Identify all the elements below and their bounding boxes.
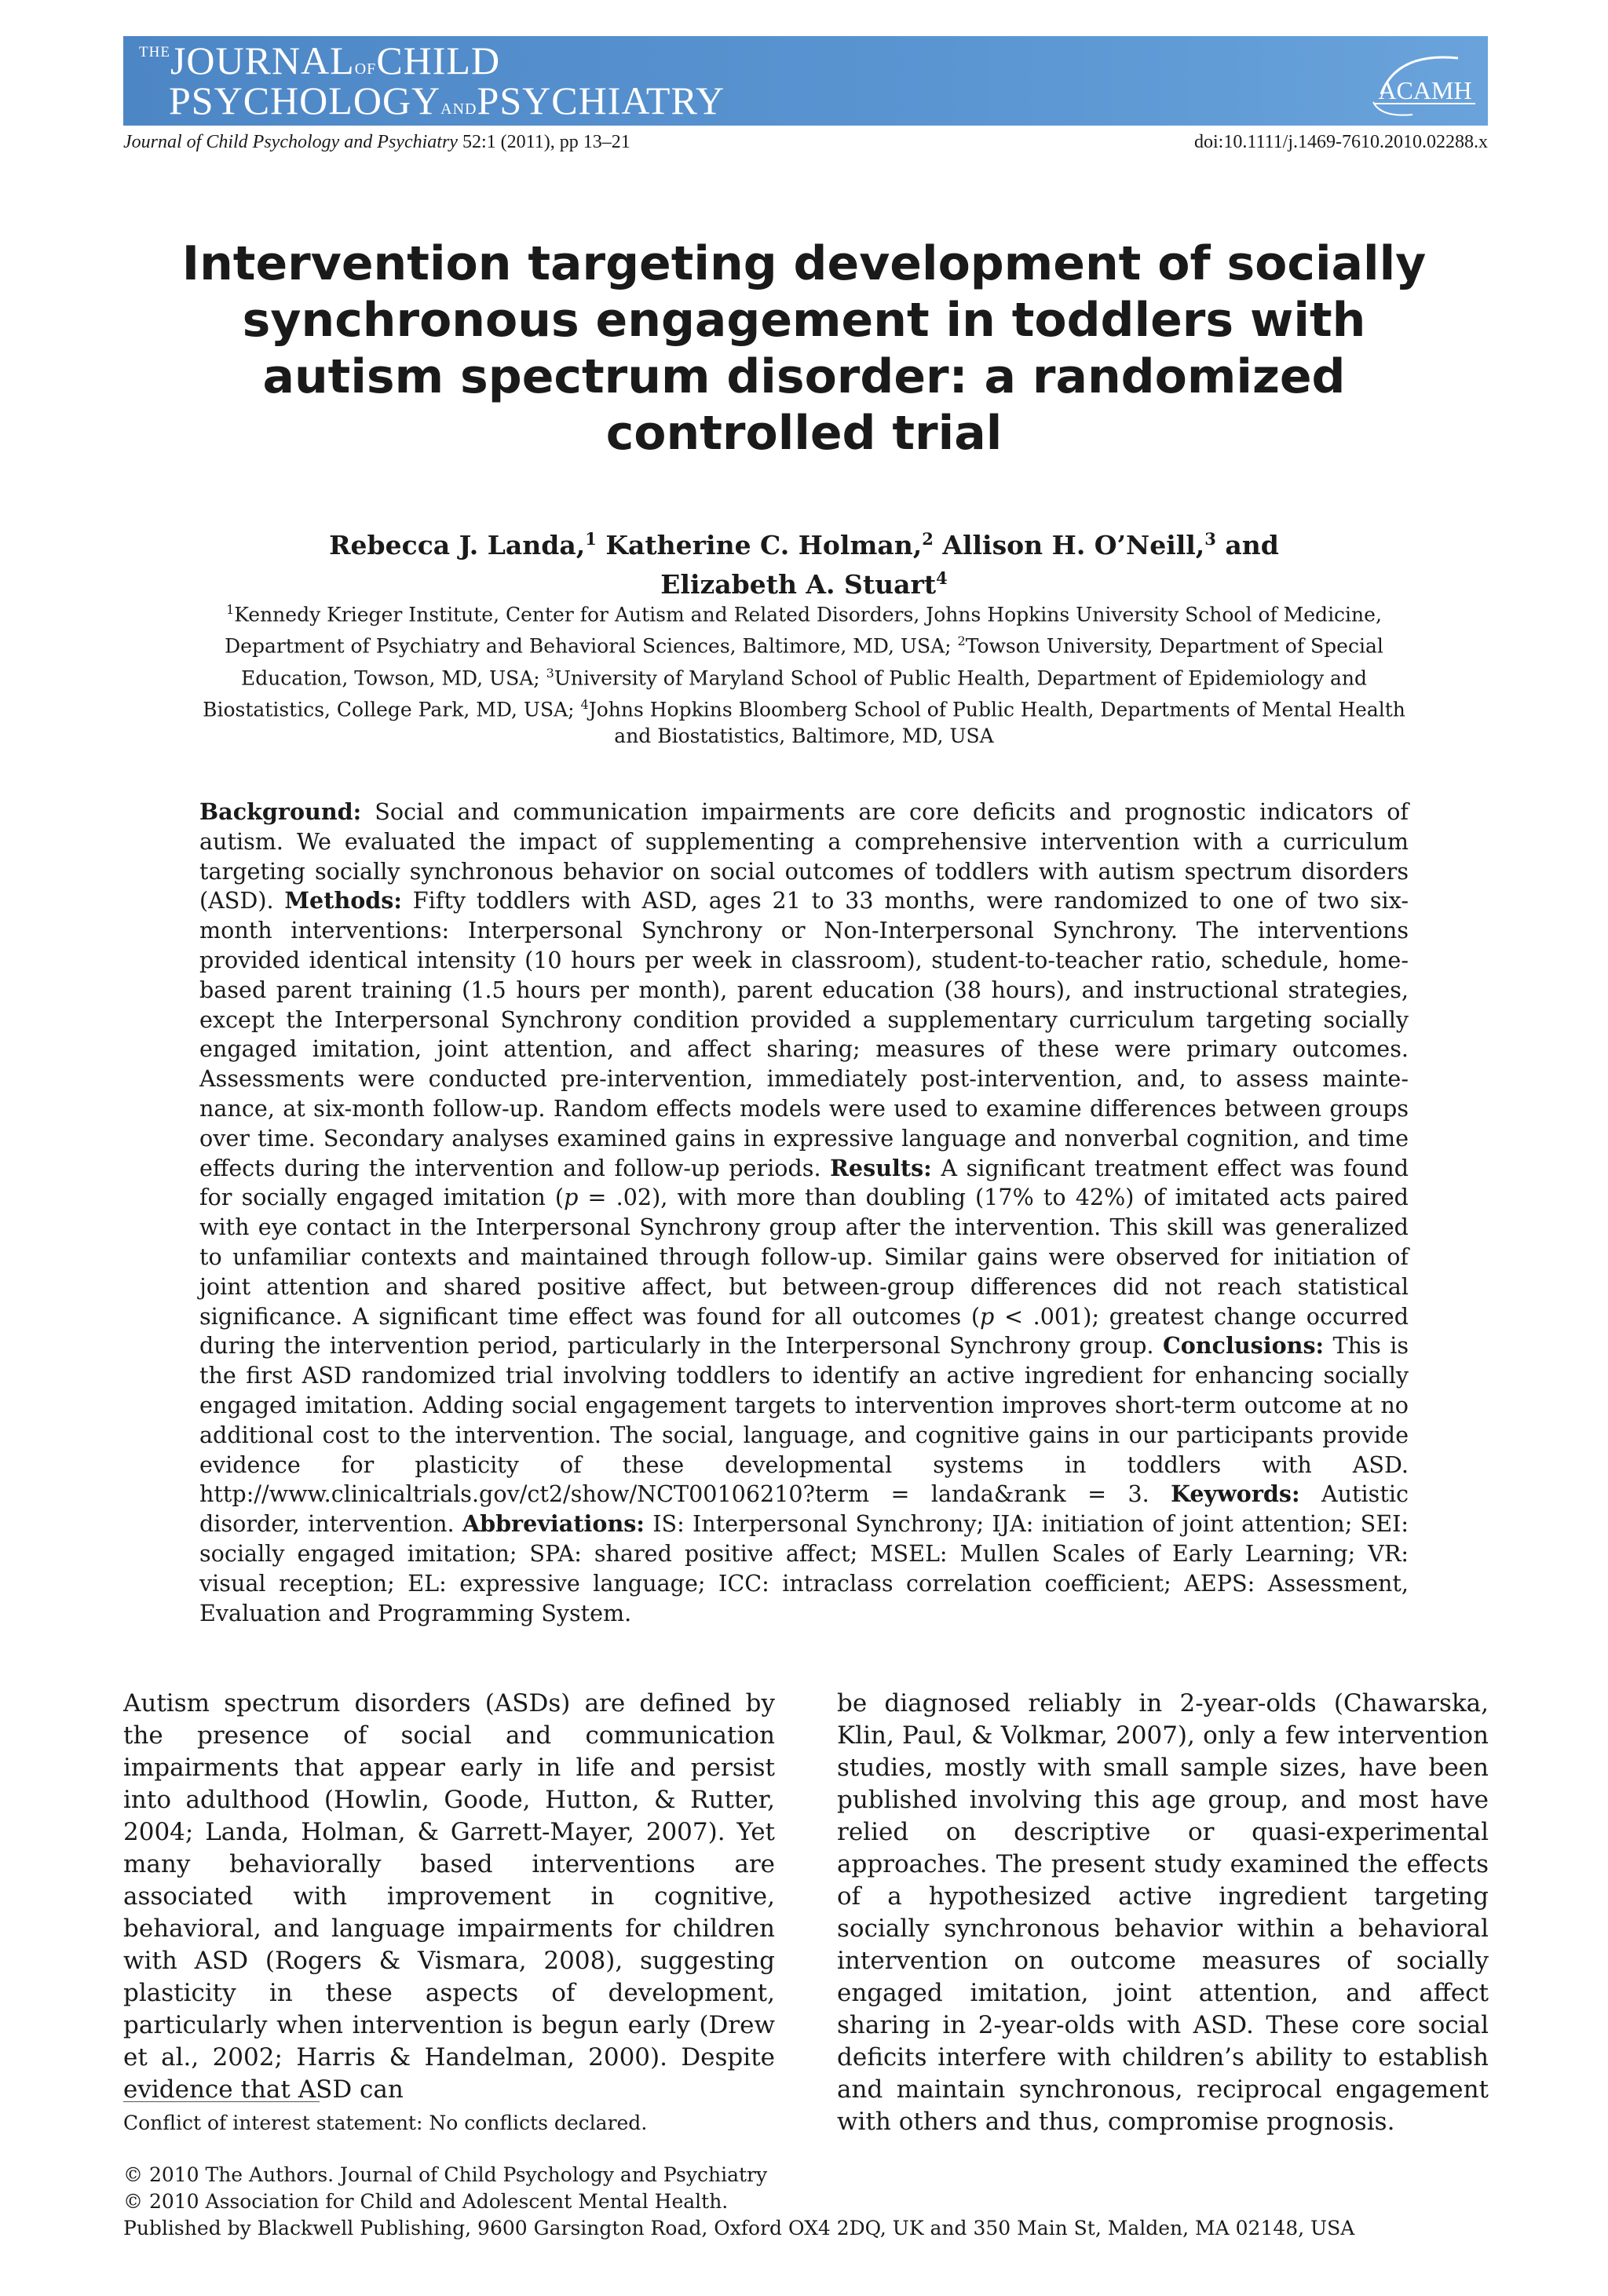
abstract-results-label: Results: (830, 1154, 932, 1181)
abstract-results-text: = .02), with more than doubling (17% to 42%) of imitated acts paired with eye contact in the Interpersonal Synchrony group after the intervention. This skill was generalized to unfamiliar contexts and maintained through follow-up. Similar gains were observed for initiation of joint attention and shared positive affect, but between-group differences did not reach statistical significance. A significant time effect was found for all outcomes ( (199, 1184, 1409, 1330)
author-name: Rebecca J. Landa, (329, 530, 586, 560)
banner-child: CHILD (376, 38, 501, 82)
author-affil-mark: 1 (585, 529, 597, 549)
affiliation-text: Johns Hopkins Bloomberg School of Public Health, Departments of Mental Health and Biostatistics, Baltimore, MD, USA (588, 698, 1405, 748)
copyright-line: © 2010 Association for Child and Adolescent Mental Health. (123, 2190, 729, 2213)
affiliation-text: Towson University, Department of Special Education, Towson, MD, USA; (240, 634, 1383, 689)
abstract (199, 798, 1409, 1628)
banner-and: AND (440, 100, 477, 118)
body-column-left: Autism spectrum disorders (ASDs) are defined by the presence of social and communication impairments that appear early in life and persist into adulthood (Howlin, Goode, Hutton, & Rutter, 2004; Landa, Holman, & Garrett-Mayer, 2007). Yet many behaviorally based interventions are associated with improvement in cognitive, behavioral, and language impairments for children with ASD (Rogers & Vismara, 2008), suggesting plasticity in these aspects of development, particularly when intervention is begun early (Drew et al., 2002; Harris & Handelman, 2000). Despite evidence that ASD can (123, 1689, 775, 2104)
journal-banner (123, 36, 1488, 126)
author-affil-mark: 4 (936, 568, 948, 588)
authors-and: and (1225, 530, 1279, 560)
copyright-block (123, 2162, 1489, 2242)
footnote-divider (123, 2101, 320, 2102)
acamh-logo (1365, 47, 1483, 122)
banner-title-line-1 (139, 39, 500, 82)
abstract-abbreviations-label: Abbreviations: (462, 1510, 645, 1538)
abstract-conclusions-label: Conclusions: (1162, 1332, 1325, 1360)
journal-citation (123, 132, 630, 153)
affiliation-mark: 2 (957, 633, 966, 649)
abstract-methods-label: Methods: (284, 887, 402, 914)
author-list (157, 523, 1451, 601)
affiliation-text: University of Maryland School of Public Health, Department of Epidemiology and Biostatistics, College Park, MD, USA; (203, 666, 1368, 721)
abstract-methods: Fifty toddlers with ASD, ages 21 to 33 months, were randomized to one of two six-month interventions: Interpersonal Synchrony or Non-Interpersonal Synchrony. The interventions provided identical intensity (10 hours per week in classroom), student-to-teacher ratio, schedule, home-based parent training (1.5 hours per month), parent education (38 hours), and instructional strategies, except the Interpersonal Synchrony condition provided a supplementary curriculum targeting socially engaged imitation, joint attention, and affect sharing; measures of these were primary outcomes. Assessments were conducted pre-intervention, immediately post-intervention, and, to assess maintenance, at six-month follow-up. Random effects models were used to examine differences between groups over time. Secondary analyses examined gains in expressive language and nonverbal cognition, and time effects during the intervention and follow-up periods. (199, 887, 1409, 1181)
banner-title-line-2 (169, 79, 725, 122)
banner-psychology: PSYCHOLOGY (169, 78, 441, 122)
affiliations (188, 597, 1420, 750)
abstract-results (199, 1155, 1409, 1360)
p-value-symbol: p (979, 1302, 995, 1330)
author-affil-mark: 2 (922, 529, 934, 549)
banner-journal: JOURNAL (170, 38, 355, 82)
copyright-line: © 2010 The Authors. Journal of Child Psychology and Psychiatry (123, 2163, 768, 2186)
banner-of: OF (354, 60, 377, 78)
abstract-conclusions: This is the first ASD randomized trial involving toddlers to identify an active ingredient for enhancing socially engaged imitation. Adding social engagement targets to intervention improves short-term outcome at no additional cost to the intervention. The social, language, and cognitive gains in our participants provide evidence for plasticity of these developmental systems in toddlers with ASD. http://www.clinicaltrials.gov/ct2/show/NCT00106210?term = landa&rank = 3. (199, 1332, 1409, 1508)
abstract-keywords-label: Keywords: (1171, 1480, 1300, 1508)
p-value-symbol: p (564, 1184, 579, 1211)
conflict-of-interest-footnote: Conflict of interest statement: No conflicts declared. (123, 2112, 648, 2134)
title-line: autism spectrum disorder: a randomized (262, 349, 1346, 404)
abstract-abbreviations: IS: Interpersonal Synchrony; IJA: initiation of joint attention; SEI: socially engaged imitation; SPA: shared positive affect; MSEL: Mullen Scales of Early Learning; VR: visual reception; EL: expressive language; ICC: intraclass correlation coefficient; AEPS: Assessment, Evaluation and Programming System. (199, 1510, 1409, 1626)
citation-volume: 52:1 (2011), pp 13–21 (462, 132, 630, 152)
abstract-background-label: Background: (199, 798, 362, 825)
author-name: Allison H. O’Neill, (942, 530, 1205, 560)
abstract-keywords: Autistic disorder, intervention. (199, 1480, 1409, 1538)
abstract-results-text: A significant treatment effect was found for socially engaged imitation ( (199, 1154, 1409, 1211)
title-line: controlled trial (605, 406, 1003, 461)
running-head (123, 132, 1488, 160)
author-affil-mark: 3 (1204, 529, 1216, 549)
abstract-background: Social and communication impairments are core deficits and prognostic indicators of autism. We evaluated the impact of supplementing a comprehensive intervention with a curriculum targeting socially synchronous behavior on social outcomes of toddlers with autism spectrum disorders (ASD). (199, 798, 1409, 914)
affiliation-text: Kennedy Krieger Institute, Center for Autism and Related Disorders, Johns Hopkins University School of Medicine, Department of Psychiatry and Behavioral Sciences, Baltimore, MD, USA; (225, 603, 1382, 658)
doi[interactable]: doi:10.1111/j.1469-7610.2010.02288.x (1194, 132, 1488, 152)
author-name: Elizabeth A. Stuart (660, 569, 937, 600)
banner-the: THE (139, 44, 170, 60)
citation-journal-name: Journal of Child Psychology and Psychiatry (123, 132, 458, 152)
title-line: Intervention targeting development of socially (181, 236, 1427, 291)
affiliation-mark: 1 (226, 602, 235, 617)
title-line: synchronous engagement in toddlers with (242, 293, 1366, 348)
author-name: Katherine C. Holman, (605, 530, 923, 560)
publisher-line: Published by Blackwell Publishing, 9600 Garsington Road, Oxford OX4 2DQ, UK and 350 Main St, Malden, MA 02148, USA (123, 2217, 1355, 2239)
body-column-right: be diagnosed reliably in 2-year-olds (Chawarska, Klin, Paul, & Volkmar, 2007), only a few intervention studies, mostly with small sample sizes, have been published involving this age group, and most have relied on descriptive or quasi-experimental approaches. The present study examined the effects of a hypothesized active ingredient targeting socially synchronous behavior within a behavioral intervention on outcome measures of socially engaged imitation, joint attention, and affect sharing in 2-year-olds with ASD. These core social deficits interfere with children’s ability to establish and maintain synchronous, reciprocal engagement with others and thus, compromise prognosis. (837, 1689, 1489, 2136)
article-title (157, 235, 1451, 462)
affiliation-mark: 3 (546, 665, 554, 681)
banner-psychiatry: PSYCHIATRY (477, 78, 725, 122)
abstract-results-text: < .001); greatest change occurred during the intervention period, particularly in the Interpersonal Synchrony group. (199, 1302, 1409, 1360)
acamh-logo-text: ACAMH (1378, 76, 1472, 104)
affiliation-mark: 4 (580, 696, 589, 712)
